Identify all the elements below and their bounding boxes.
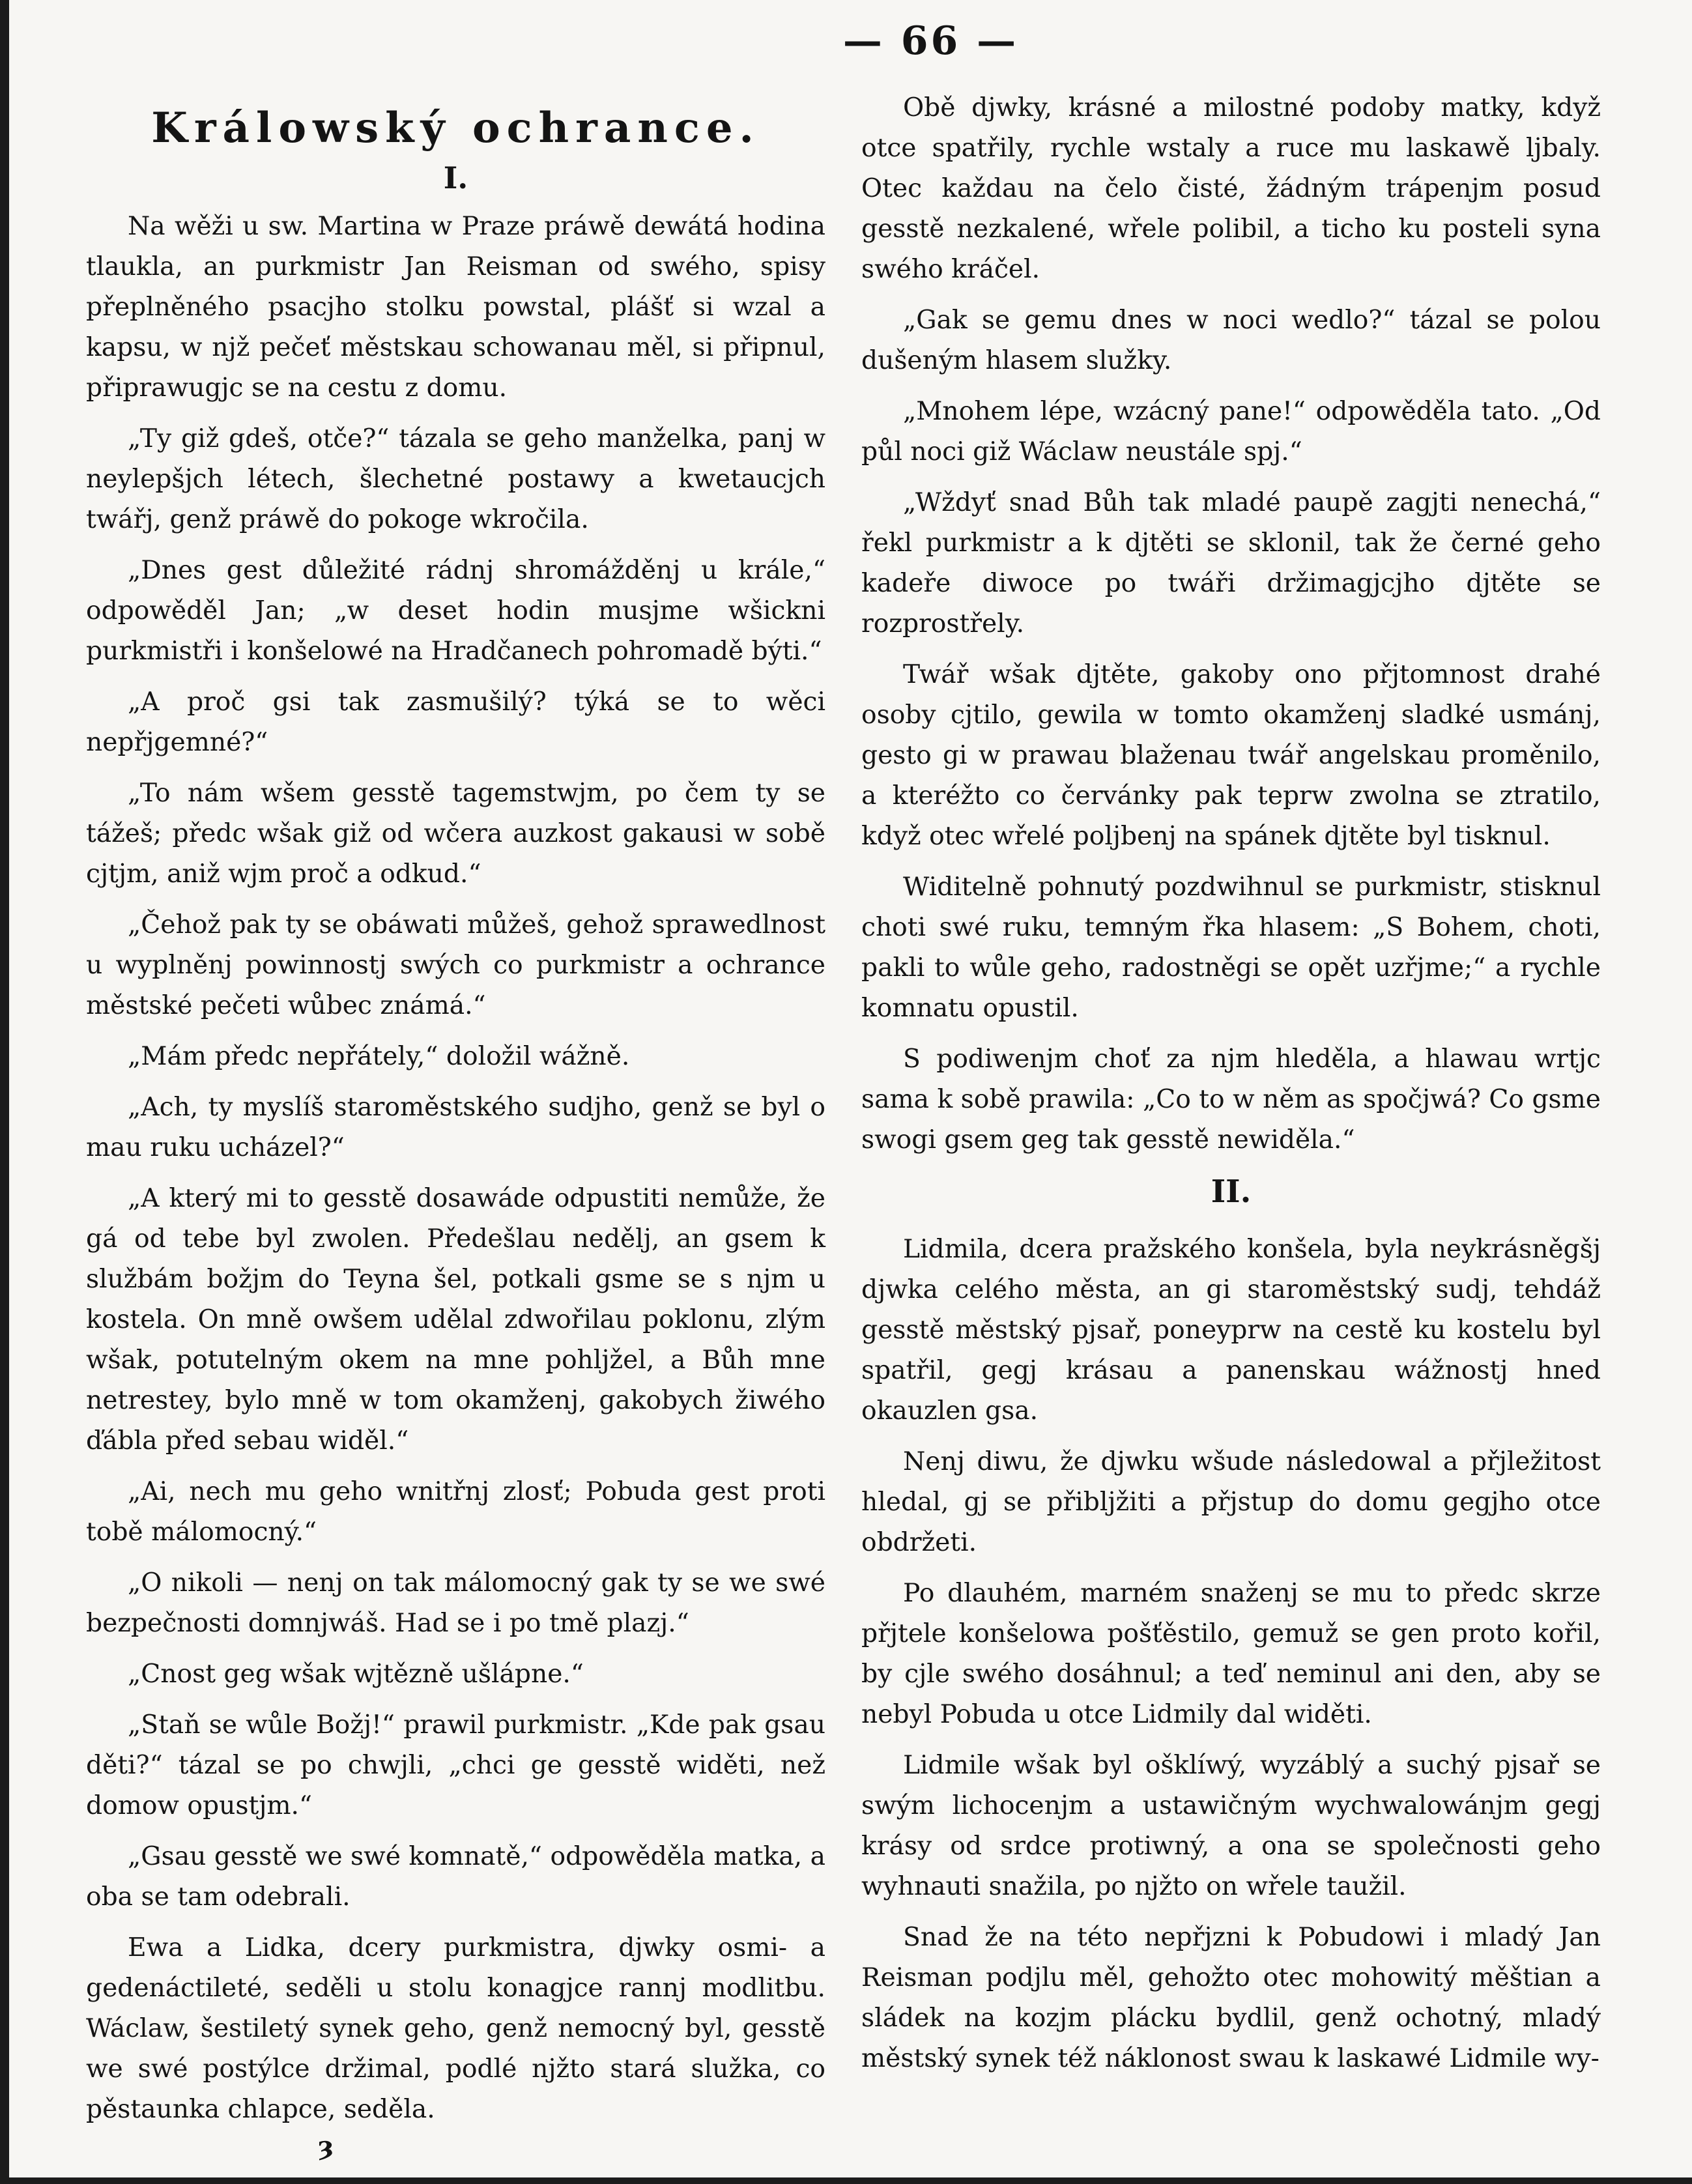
paragraph: Ewa a Lidka, dcery purkmistra, djwky osmi- a gedenáctileté, seděli u stolu konagjce rannj modlitbu. Wáclaw, šestiletý synek geho, genž nemocný byl, gesstě we swé postýlce držimal, podlé njžto stará služka, co pěstaunka chlapce, seděla.	[86, 1933, 825, 2124]
paragraph: „Ai, nech mu geho wnitřnj zlosť; Pobuda gest proti tobě málomocný.“	[86, 1477, 825, 1547]
paragraph: Obě djwky, krásné a milostné podoby matky, když otce spatřily, rychle wstaly a ruce mu laskawě ljbaly. Otec každau na čelo čisté, žádným trápenjm posud gesstě nezkalené, wřele polibil, a ticho ku posteli syna swého kráčel.	[861, 93, 1601, 284]
paragraph: „Ty giž gdeš, otče?“ tázala se geho manželka, panj w neylepšjch létech, šlechetné postawy a kwetaucjch twářj, genž práwě do pokoge wkročila.	[86, 424, 825, 534]
paragraph: Twář wšak djtěte, gakoby ono přjtomnost drahé osoby cjtilo, gewila w tomto okamženj sladké usmánj, gesto gi w prawau blaženau twář angelskau proměnilo, a kteréžto co červánky pak teprw zwolna se ztratilo, když otec wřelé poljbenj na spánek djtěte byl tisknul.	[861, 660, 1601, 851]
paragraph: „To nám wšem gesstě tagemstwjm, po čem ty se tážeš; předc wšak giž od wčera auzkost gakausi w sobě cjtjm, aniž wjm proč a odkud.“	[86, 779, 825, 889]
paragraph: Snad že na této nepřjzni k Pobudowi i mladý Jan Reisman podjlu měl, gehožto otec mohowitý měštian a sládek na kozjm plácku bydlil, genž ochotný, mladý městský synek též náklonost swau k laskawé Lidmile wy-	[861, 1923, 1601, 2073]
page-number: — 66 —	[842, 18, 1019, 64]
paragraph: Lidmila, dcera pražského konšela, byla neykrásněgšj djwka celého města, an gi staroměstský sudj, tehdáž gesstě městský pjsař, poneyprw na cestě ku kostelu byl spatřil, gegj krásau a panenskau wážnostj hned okauzlen gsa.	[861, 1235, 1601, 1426]
paragraph: „O nikoli — nenj on tak málomocný gak ty se we swé bezpečnosti domnjwáš. Had se i po tmě plazj.“	[86, 1568, 825, 1638]
article-title: Králowský ochrance.	[151, 104, 760, 152]
paragraph: Po dlauhém, marném snaženj se mu to předc skrze přjtele konšelowa pošťěstilo, gemuž se gen proto kořil, by cjle swého dosáhnul; a teď neminul ani den, aby se nebyl Pobuda u otce Lidmily dal widěti.	[861, 1579, 1601, 1729]
paragraph: Nenj diwu, že djwku wšude následowal a přjležitost hledal, gj se přibljžiti a přjstup do domu gegjho otce obdržeti.	[861, 1447, 1601, 1557]
section-heading-1: I.	[443, 160, 468, 195]
paragraph: „Staň se wůle Božj!“ prawil purkmistr. „Kde pak gsau děti?“ tázal se po chwjli, „chci ge gesstě widěti, než domow opustjm.“	[86, 1710, 825, 1820]
paragraph: S podiwenjm choť za njm hleděla, a hlawau wrtjc sama k sobě prawila: „Co to w něm as spočjwá? Co gsme swogi gsem geg tak gesstě newiděla.“	[861, 1044, 1601, 1155]
paragraph: „Mám předc nepřátely,“ doložil wážně.	[128, 1042, 630, 1071]
paragraph: „Dnes gest důležité rádnj shromážděnj u krále,“ odpowěděl Jan; „w deset hodin musjme wšickni purkmistři i konšelowé na Hradčanech pohromadě býti.“	[86, 556, 825, 666]
paragraph: „A který mi to gesstě dosawáde odpustiti nemůže, že gá od tebe byl zwolen. Předešlau nedělj, an gsem k službám božjm do Teyna šel, potkali gsme se s njm u kostela. On mně owšem udělal zdwořilau poklonu, zlým wšak, potutelným okem na mne pohljžel, a Bůh mne netrestey, bylo mně w tom okamženj, gakobych žiwého ďábla před sebau widěl.“	[86, 1184, 825, 1456]
paragraph: Na wěži u sw. Martina w Praze práwě dewátá hodina tlaukla, an purkmistr Jan Reisman od swého, spisy přeplněného psacjho stolku powstal, plášť si wzal a kapsu, w njž pečeť městskau schowanau měl, si připnul, připrawugjc se na cestu z domu.	[86, 212, 825, 403]
footer-mark: ȝ	[318, 2131, 334, 2161]
paragraph: „Gsau gesstě we swé komnatě,“ odpowěděla matka, a oba se tam odebrali.	[86, 1842, 825, 1912]
right-column	[861, 88, 1601, 2090]
paragraph: „A proč gsi tak zasmušilý? týká se to wěci nepřjgemné?“	[86, 687, 825, 757]
paragraph: „Ach, ty myslíš staroměstského sudjho, genž se byl o mau ruku ucházel?“	[86, 1093, 825, 1162]
paragraph: „Cnost geg wšak wjtězně ušlápne.“	[128, 1660, 584, 1689]
paragraph: Lidmile wšak byl ošklíwý, wyzáblý a suchý pjsař se swým lichocenjm a ustawičným wychwalowánjm gegj krásy od srdce protiwný, a ona se společnosti geho wyhnauti snažila, po njžto on wřele taužil.	[861, 1751, 1601, 1901]
section-heading-2: II.	[1211, 1173, 1252, 1210]
paragraph: „Mnohem lépe, wzácný pane!“ odpowěděla tato. „Od půl noci giž Wáclaw neustále spj.“	[861, 397, 1601, 467]
paragraph: Widitelně pohnutý pozdwihnul se purkmistr, stisknul choti swé ruku, temným řka hlasem: „S Bohem, choti, pakli to wůle geho, radostněgi se opět uzřjme;“ a rychle komnatu opustil.	[861, 872, 1601, 1023]
paragraph: „Gak se gemu dnes w noci wedlo?“ tázal se polou dušeným hlasem služky.	[861, 306, 1601, 375]
paragraph: „Wždyť snad Bůh tak mladé paupě zagjti nenechá,“ řekl purkmistr a k djtěti se sklonil, tak že černé geho kadeře diwoce po twáři držimagjcjho djtěte se rozprostřely.	[861, 488, 1601, 639]
paragraph: „Čehož pak ty se obáwati můžeš, gehož sprawedlnost u wyplněnj powinnostj swých co purkmistr a ochrance městské pečeti wůbec známá.“	[86, 910, 825, 1020]
left-column	[86, 88, 825, 2140]
